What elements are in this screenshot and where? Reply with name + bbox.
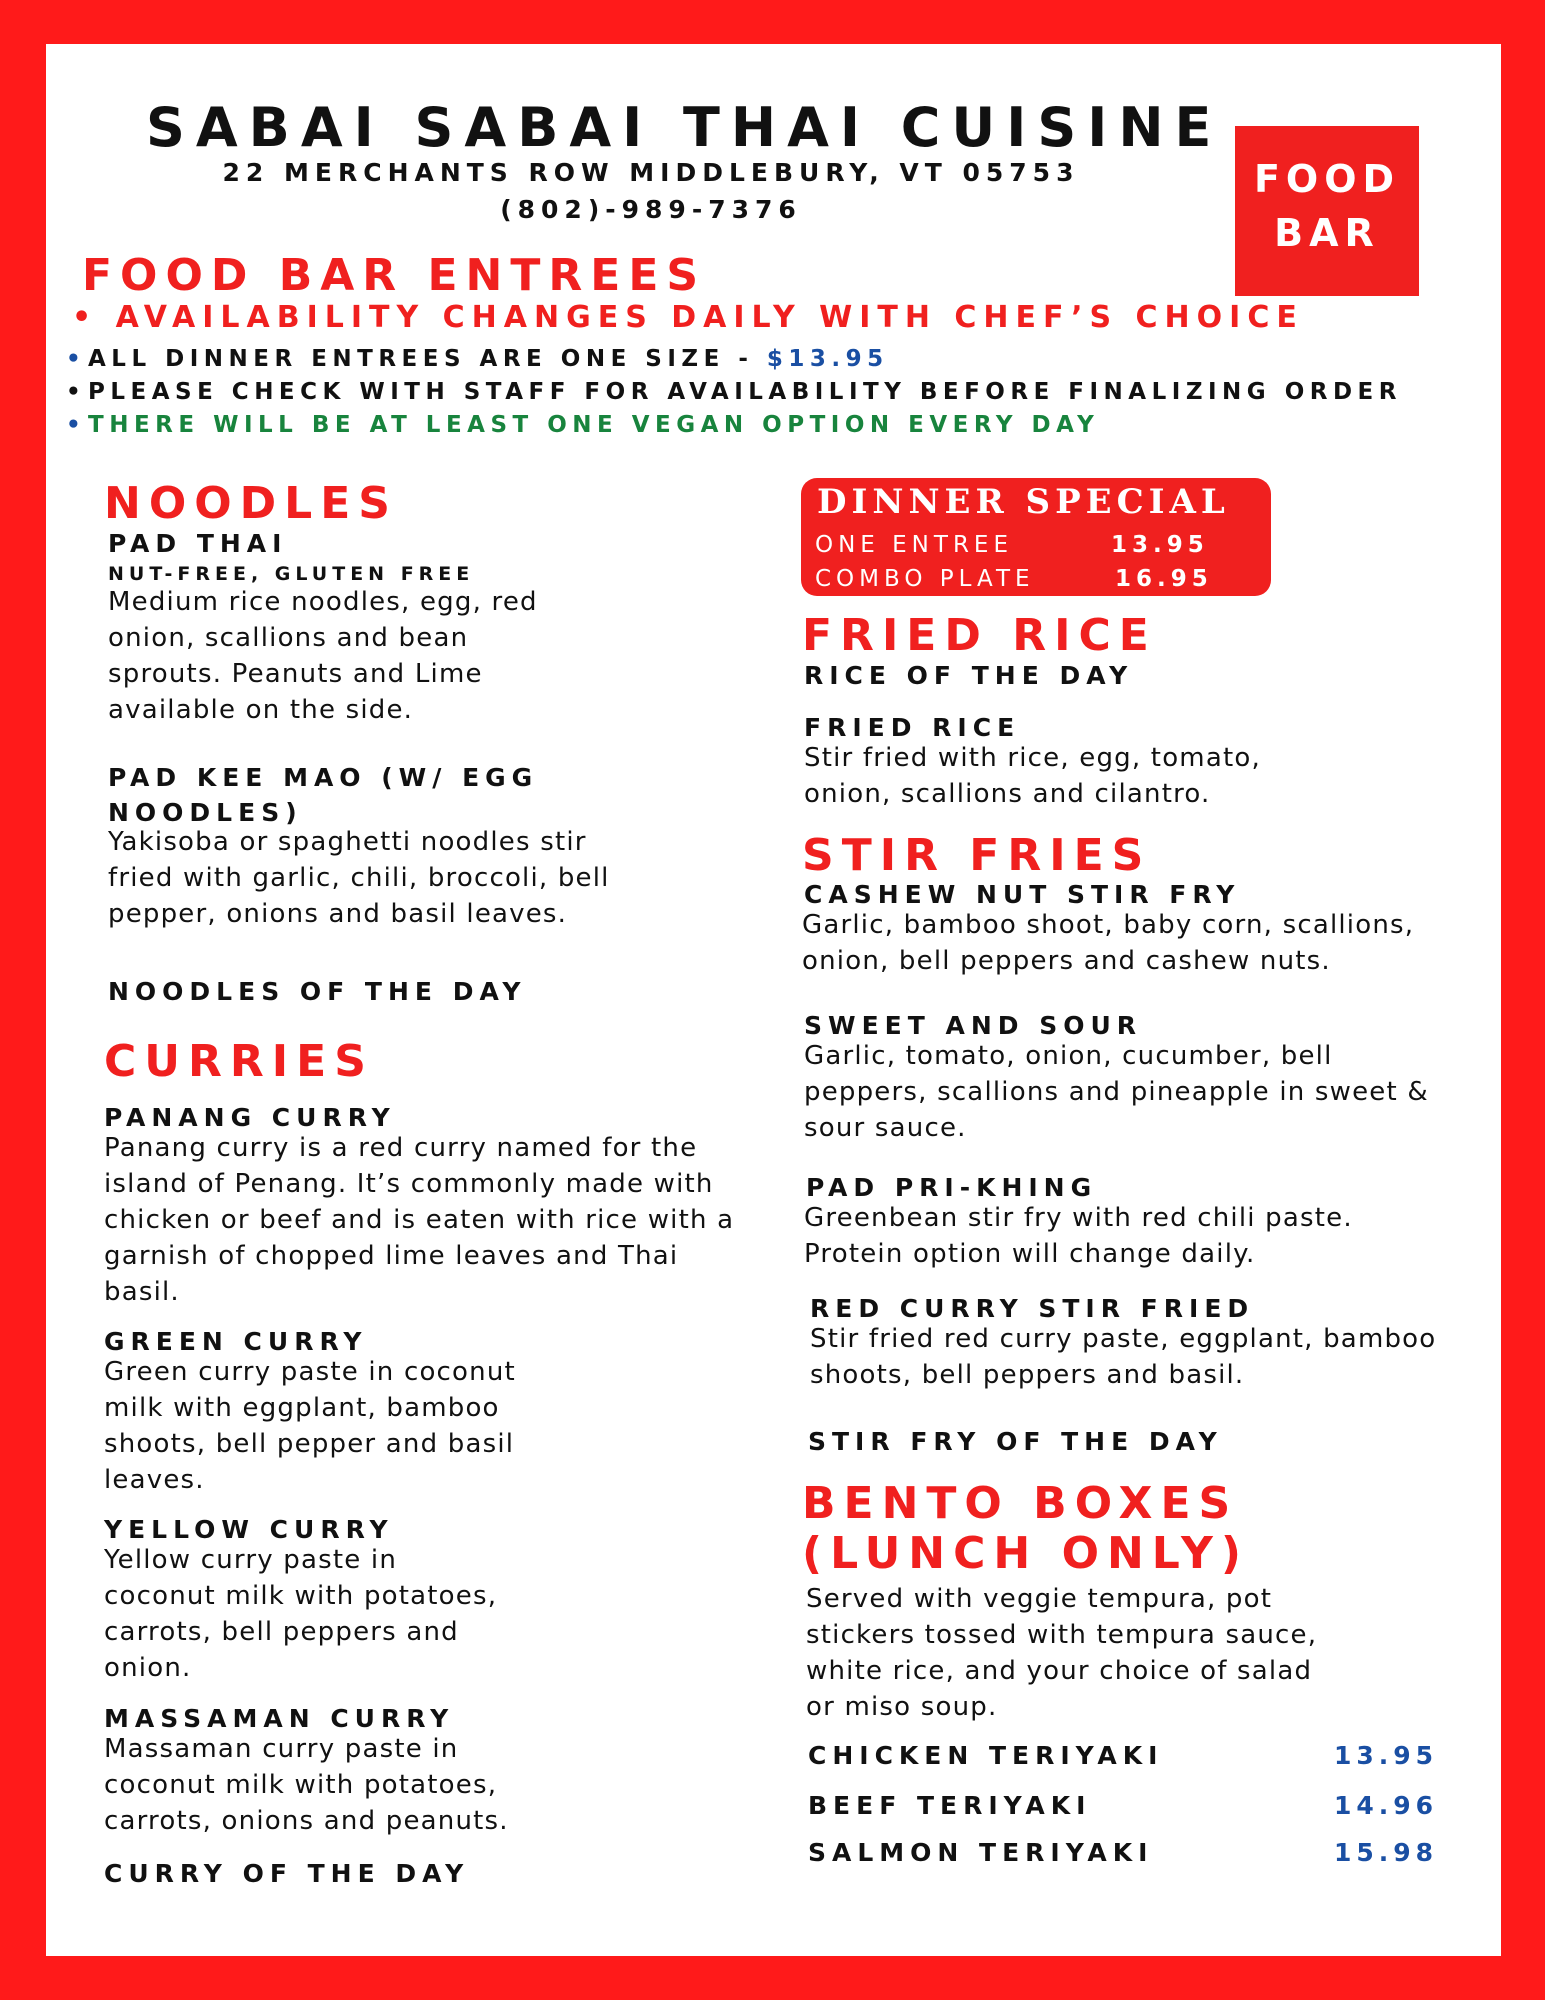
fried-rice-description bbox=[804, 740, 1261, 812]
description-line: Yakisoba or spaghetti noodles stir bbox=[108, 827, 587, 857]
description-line: garnish of chopped lime leaves and Thai bbox=[104, 1241, 679, 1271]
description-line: sprouts. Peanuts and Lime bbox=[108, 659, 483, 689]
pri-khing-name: PAD PRI-KHING bbox=[806, 1173, 1098, 1202]
badge-line-2: BAR bbox=[1274, 211, 1380, 255]
cashew-name: CASHEW NUT STIR FRY bbox=[804, 880, 1241, 909]
description-line: stickers tossed with tempura sauce, bbox=[806, 1620, 1318, 1650]
availability-note bbox=[72, 300, 1304, 335]
stir-fry-of-the-day: STIR FRY OF THE DAY bbox=[808, 1427, 1223, 1456]
description-line: Served with veggie tempura, pot bbox=[806, 1584, 1273, 1614]
noodles-title: NOODLES bbox=[104, 478, 398, 529]
bullet-icon: • bbox=[72, 300, 116, 335]
bento-item-name: SALMON TERIYAKI bbox=[808, 1838, 1154, 1867]
description-line: Protein option will change daily. bbox=[804, 1239, 1256, 1269]
description-line: onion, bell peppers and cashew nuts. bbox=[802, 946, 1331, 976]
one-entree-price: 13.95 bbox=[1111, 532, 1209, 558]
food-bar-entrees-title: FOOD BAR ENTREES bbox=[82, 250, 707, 301]
description-line: shoots, bell pepper and basil bbox=[104, 1429, 515, 1459]
rice-of-the-day: RICE OF THE DAY bbox=[804, 661, 1134, 690]
pad-thai-description bbox=[108, 584, 538, 728]
description-line: milk with eggplant, bamboo bbox=[104, 1393, 500, 1423]
description-line: coconut milk with potatoes, bbox=[104, 1770, 498, 1800]
description-line: Greenbean stir fry with red chili paste. bbox=[804, 1203, 1353, 1233]
description-line: leaves. bbox=[104, 1465, 205, 1495]
badge-line-1: FOOD bbox=[1253, 157, 1401, 201]
stir-fries-title: STIR FRIES bbox=[802, 830, 1152, 881]
curries-title: CURRIES bbox=[104, 1036, 374, 1087]
description-line: Massaman curry paste in bbox=[104, 1734, 459, 1764]
description-line: onion, scallions and cilantro. bbox=[804, 779, 1211, 809]
size-note-text: ALL DINNER ENTREES ARE ONE SIZE - bbox=[88, 346, 767, 372]
food-bar-badge bbox=[1235, 126, 1419, 296]
panang-curry-description bbox=[104, 1130, 734, 1310]
dinner-special-title: DINNER SPECIAL bbox=[817, 482, 1230, 522]
description-line: onion, scallions and bean bbox=[108, 623, 469, 653]
description-line: Panang curry is a red curry named for the bbox=[104, 1133, 698, 1163]
description-line: Stir fried with rice, egg, tomato, bbox=[804, 743, 1261, 773]
bento-item-name: CHICKEN TERIYAKI bbox=[808, 1741, 1164, 1770]
description-line: available on the side. bbox=[108, 695, 414, 725]
bullet-icon: • bbox=[66, 346, 87, 372]
bento-item-name: BEEF TERIYAKI bbox=[808, 1791, 1092, 1820]
description-line: or miso soup. bbox=[806, 1692, 998, 1722]
pad-thai-tags: NUT-FREE, GLUTEN FREE bbox=[108, 563, 475, 585]
fried-rice-name: FRIED RICE bbox=[804, 713, 1021, 742]
combo-plate-label: COMBO PLATE bbox=[815, 566, 1035, 592]
vegan-note bbox=[66, 412, 1099, 438]
description-line: shoots, bell peppers and basil. bbox=[810, 1360, 1245, 1390]
size-note bbox=[66, 346, 889, 372]
bento-item-price: 15.98 bbox=[1334, 1838, 1439, 1867]
description-line: Green curry paste in coconut bbox=[104, 1357, 516, 1387]
description-line: carrots, bell peppers and bbox=[104, 1617, 459, 1647]
bento-title-1: BENTO BOXES bbox=[802, 1478, 1239, 1529]
bento-item-price: 13.95 bbox=[1334, 1741, 1439, 1770]
curry-of-the-day: CURRY OF THE DAY bbox=[104, 1859, 470, 1888]
pad-kee-mao-description bbox=[108, 824, 610, 932]
description-line: coconut milk with potatoes, bbox=[104, 1581, 498, 1611]
green-curry-name: GREEN CURRY bbox=[104, 1327, 368, 1356]
fried-rice-title: FRIED RICE bbox=[802, 610, 1157, 661]
yellow-curry-description bbox=[104, 1542, 497, 1686]
phone: (802)-989-7376 bbox=[500, 195, 802, 224]
one-entree-label: ONE ENTREE bbox=[815, 532, 1013, 558]
address: 22 MERCHANTS ROW MIDDLEBURY, VT 05753 bbox=[222, 158, 1080, 187]
description-line: Stir fried red curry paste, eggplant, bamboo bbox=[810, 1324, 1437, 1354]
bullet-icon: • bbox=[66, 379, 87, 405]
description-line: carrots, onions and peanuts. bbox=[104, 1806, 509, 1836]
pad-kee-mao-name-2: NOODLES) bbox=[108, 798, 303, 827]
description-line: pepper, onions and basil leaves. bbox=[108, 899, 568, 929]
description-line: peppers, scallions and pineapple in sweet & bbox=[804, 1077, 1429, 1107]
panang-curry-name: PANANG CURRY bbox=[104, 1103, 396, 1132]
pri-khing-description bbox=[804, 1200, 1353, 1272]
sweet-sour-name: SWEET AND SOUR bbox=[804, 1011, 1143, 1040]
pad-thai-name: PAD THAI bbox=[108, 529, 288, 558]
description-line: white rice, and your choice of salad bbox=[806, 1656, 1313, 1686]
massaman-curry-name: MASSAMAN CURRY bbox=[104, 1704, 455, 1733]
description-line: Yellow curry paste in bbox=[104, 1545, 397, 1575]
bento-item-price: 14.96 bbox=[1334, 1791, 1439, 1820]
dinner-special-box bbox=[801, 478, 1271, 596]
red-curry-stir-fried-description bbox=[810, 1321, 1436, 1393]
cashew-description bbox=[802, 907, 1414, 979]
description-line: Garlic, bamboo shoot, baby corn, scallions, bbox=[802, 910, 1415, 940]
menu-page bbox=[46, 44, 1501, 1956]
description-line: sour sauce. bbox=[804, 1113, 967, 1143]
green-curry-description bbox=[104, 1354, 516, 1498]
description-line: island of Penang. It’s commonly made with bbox=[104, 1169, 714, 1199]
check-note-text: PLEASE CHECK WITH STAFF FOR AVAILABILITY BEFORE FINALIZING ORDER bbox=[88, 379, 1402, 405]
restaurant-name: SABAI SABAI THAI CUISINE bbox=[146, 96, 1223, 159]
bento-description bbox=[806, 1581, 1317, 1725]
description-line: Medium rice noodles, egg, red bbox=[108, 587, 538, 617]
size-price: $13.95 bbox=[766, 346, 889, 372]
availability-text: AVAILABILITY CHANGES DAILY WITH CHEF’S CHOICE bbox=[115, 300, 1304, 335]
pad-kee-mao-name-1: PAD KEE MAO (W/ EGG bbox=[108, 763, 539, 792]
noodles-of-the-day: NOODLES OF THE DAY bbox=[108, 977, 527, 1006]
massaman-curry-description bbox=[104, 1731, 509, 1839]
description-line: Garlic, tomato, onion, cucumber, bell bbox=[804, 1041, 1333, 1071]
description-line: chicken or beef and is eaten with rice with a bbox=[104, 1205, 735, 1235]
sweet-sour-description bbox=[804, 1038, 1429, 1146]
description-line: fried with garlic, chili, broccoli, bell bbox=[108, 863, 610, 893]
combo-plate-price: 16.95 bbox=[1115, 566, 1213, 592]
vegan-note-text: THERE WILL BE AT LEAST ONE VEGAN OPTION EVERY DAY bbox=[88, 412, 1100, 438]
red-curry-stir-fried-name: RED CURRY STIR FRIED bbox=[810, 1294, 1255, 1323]
bento-title-2: (LUNCH ONLY) bbox=[802, 1528, 1249, 1579]
address-block bbox=[166, 154, 1136, 228]
check-note bbox=[66, 379, 1402, 405]
yellow-curry-name: YELLOW CURRY bbox=[104, 1515, 394, 1544]
description-line: onion. bbox=[104, 1653, 192, 1683]
bullet-icon: • bbox=[66, 412, 87, 438]
description-line: basil. bbox=[104, 1277, 180, 1307]
